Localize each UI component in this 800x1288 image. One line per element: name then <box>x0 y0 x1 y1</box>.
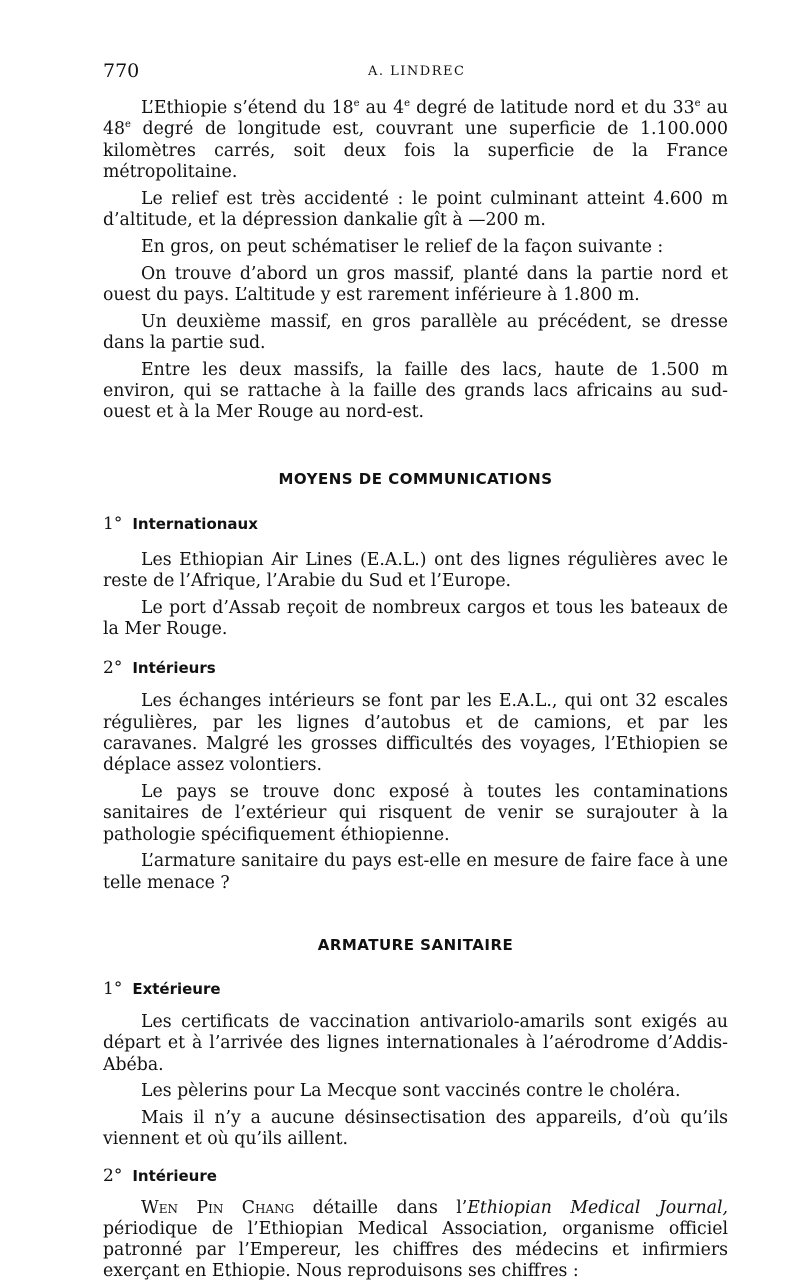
communications-paragraph-5: L’armature sanitaire du pays est-elle en mesure de faire face à une telle menace ? <box>103 851 728 893</box>
sanitaire-paragraph-1: Les certificats de vaccination antivariolo-amarils sont exigés au départ et à l’arrivée des lignes internationales à l’aérodrome d’Addis-Abéba. <box>103 1012 728 1075</box>
subheading-interieurs: 2° Intérieurs <box>103 657 216 678</box>
intro-paragraph-2: Le relief est très accidenté : le point culminant atteint 4.600 m d’altitude, et la dépression dankalie gît à —200 m. <box>103 188 728 230</box>
intro-paragraph-5: Un deuxième massif, en gros parallèle au précédent, se dresse dans la partie sud. <box>103 311 728 353</box>
body-text <box>103 98 728 1288</box>
running-author: A. LINDREC <box>368 64 466 79</box>
communications-paragraph-3: Les échanges intérieurs se font par les E.A.L., qui ont 32 escales régulières, par les lignes d’autobus et de camions, et par les caravanes. Malgré les grosses difficultés des voyages, l’Ethiopien se déplace assez volontiers. <box>103 691 728 776</box>
subheading-interieure: 2° Intérieure <box>103 1166 217 1187</box>
intro-paragraph-3: En gros, on peut schématiser le relief de la façon suivante : <box>141 236 664 257</box>
communications-paragraph-1: Les Ethiopian Air Lines (E.A.L.) ont des lignes régulières avec le reste de l’Afrique, l’Arabie du Sud et l’Europe. <box>103 549 728 592</box>
section-title-armature-sanitaire: ARMATURE SANITAIRE <box>317 936 514 955</box>
communications-paragraph-4: Le pays se trouve donc exposé à toutes les contaminations sanitaires de l’extérieur qui risquent de venir se surajouter à la pathologie spécifiquement éthiopienne. <box>103 781 728 845</box>
page-number: 770 <box>103 60 140 82</box>
subheading-internationaux: 1° Internationaux <box>103 514 258 535</box>
section-title-communications: MOYENS DE COMMUNICATIONS <box>278 470 553 489</box>
sanitaire-paragraph-3: Mais il n’y a aucune désinsectisation des appareils, d’où qu’ils viennent et où qu’ils aillent. <box>103 1108 728 1150</box>
intro-paragraph-6: Entre les deux massifs, la faille des lacs, haute de 1.500 m environ, qui se rattache à la faille des grands lacs africains au sud-ouest et à la Mer Rouge au nord-est. <box>103 359 728 423</box>
subheading-exterieure: 1° Extérieure <box>103 978 221 999</box>
running-head <box>103 60 728 84</box>
author-name: Wen Pin Chang <box>141 1197 295 1218</box>
journal-title: Ethiopian Medical Journal, <box>467 1197 728 1218</box>
intro-paragraph-1: L’Ethiopie s’étend du 18e au 4e degré de latitude nord et du 33e au 48e degré de longitude est, couvrant une superficie de 1.100.000 kilomètres carrés, soit deux fois la superficie de la France métropolitaine. <box>103 98 728 182</box>
communications-paragraph-2: Le port d’Assab reçoit de nombreux cargos et tous les bateaux de la Mer Rouge. <box>103 597 728 640</box>
sanitaire-paragraph-4: Wen Pin Chang détaille dans l’Ethiopian Medical Journal, périodique de l’Ethiopian Medical Association, organisme officiel patronné par l’Empereur, les chiffres des médecins et infirmiers exerçant en Ethiopie. Nous reproduisons ses chiffres : <box>103 1197 728 1282</box>
intro-paragraph-4: On trouve d’abord un gros massif, planté dans la partie nord et ouest du pays. L’altitude y est rarement inférieure à 1.800 m. <box>103 263 728 305</box>
sanitaire-paragraph-2: Les pèlerins pour La Mecque sont vaccinés contre le choléra. <box>141 1081 681 1102</box>
